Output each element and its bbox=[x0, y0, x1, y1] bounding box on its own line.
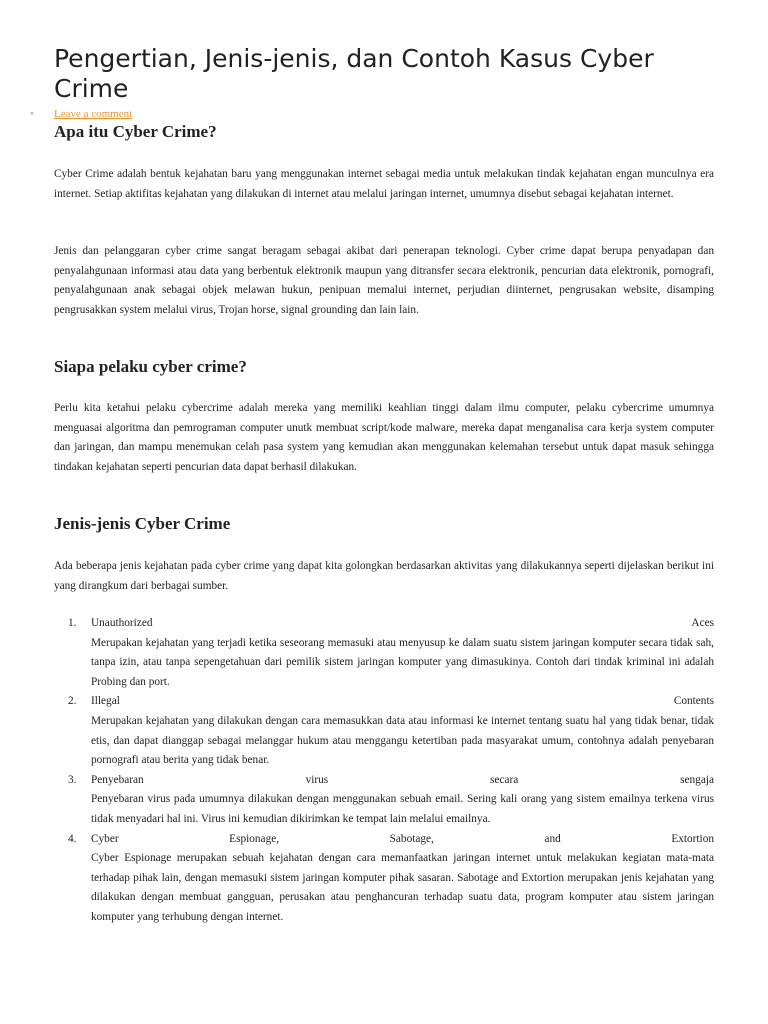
list-item-heading: Unauthorized Aces bbox=[91, 617, 714, 629]
leave-comment-link[interactable]: Leave a comment bbox=[54, 108, 133, 120]
article-title: Pengertian, Jenis-jenis, dan Contoh Kasus Cyber Crime bbox=[54, 44, 654, 103]
list-item bbox=[54, 614, 714, 692]
section-heading-jenis: Jenis-jenis Cyber Crime bbox=[54, 514, 231, 533]
section-heading-apa-itu: Apa itu Cyber Crime? bbox=[54, 122, 217, 141]
list-item bbox=[54, 771, 714, 830]
list-item bbox=[54, 830, 714, 928]
paragraph-definition: Cyber Crime adalah bentuk kejahatan baru yang menggunakan internet sebagai media untuk melakukan tindak kejahatan engan munculnya era internet. Setiap aktifitas kejahatan yang dilakukan di internet atau melalui jaringan internet, umumnya disebut sebagai kejahatan internet. bbox=[54, 168, 714, 200]
list-item-description: Penyebaran virus pada umumnya dilakukan dengan menggunakan sebuah email. Sering kali orang yang sistem emailnya terkena virus tidak menyadari hal ini. Virus ini kemudian dikirimkan ke tempat lain melalui emailnya. bbox=[91, 793, 714, 825]
paragraph-types-violations: Jenis dan pelanggaran cyber crime sangat beragam sebagai akibat dari penerapan teknologi. Cyber crime dapat berupa penyadapan dan penyalahgunaan informasi atau data yang berbentuk elektronik maupun yang ditransfer secara elektronik, pencurian data elektronik, pornografi, penyalahgunaan anak sebagai objek melawan hukun, penipuan memalui internet, perjudian diinternet, pengrusakan website, disamping pengrusakkan system melalui virus, Trojan horse, signal grounding dan lain lain. bbox=[54, 245, 714, 316]
list-item-heading: Penyebaran virus secara sengaja bbox=[91, 773, 714, 786]
list-item-description: Cyber Espionage merupakan sebuah kejahatan dengan cara memanfaatkan jaringan internet untuk melakukan kegiatan mata-mata terhadap pihak lain, dengan memasuki sistem jaringan komputer pihak sasaran. Sabotage and Extortion merupakan jenis kejahatan yang dilakukan dengan membuat gangguan, perusakan atau penghancuran terhadap suatu data, program komputer atau sistem jaringan komputer yang terhubung dengan internet. bbox=[91, 852, 714, 923]
list-item-heading: Illegal Contents bbox=[91, 695, 714, 708]
bullet-icon: • bbox=[30, 108, 34, 120]
list-item-description: Merupakan kejahatan yang dilakukan dengan cara memasukkan data atau informasi ke internet tentang suatu hal yang tidak benar, tidak etis, dan dapat dianggap sebagai melanggar hukum atau menggangu ketertiban pada masyarakat umum, contohnya adalah penyebaran pornografi atau berita yang tidak benar. bbox=[91, 714, 714, 767]
paragraph-perpetrators: Perlu kita ketahui pelaku cybercrime adalah mereka yang memiliki keahlian tinggi dalam ilmu computer, pelaku cybercrime umumnya menguasai algoritma dan pemrograman computer unutk membuat script/kode malware, mereka dapat menganalisa cara kerja system computer dan jaringan, dan mampu menemukan celah pasa system yang kemudian akan menggunakan kelemahan tersebut untuk dapat masuk sehingga tindakan kejahatan seperti pencurian data dapat berhasil dilakukan. bbox=[54, 402, 714, 473]
list-item-description: Merupakan kejahatan yang terjadi ketika seseorang memasuki atau menyusup ke dalam suatu sistem jaringan komputer secara tidak sah, tanpa izin, atau tanpa sepengetahuan dari pemilik sistem jaringan komputer yang dimasukinya. Contoh dari tindak kriminal ini adalah Probing dan port. bbox=[91, 636, 714, 688]
list-item-number: 3. bbox=[68, 773, 77, 786]
list-item-number: 4. bbox=[68, 832, 77, 845]
list-item-number: 1. bbox=[68, 617, 77, 629]
list-item-heading: Cyber Espionage, Sabotage, and Extortion bbox=[91, 832, 714, 845]
list-item bbox=[54, 692, 714, 770]
list-item-number: 2. bbox=[68, 695, 77, 708]
paragraph-jenis-intro: Ada beberapa jenis kejahatan pada cyber crime yang dapat kita golongkan berdasarkan aktivitas yang dilakukannya seperti dijelaskan berikut ini yang dirangkum dari berbagai sumber. bbox=[54, 560, 714, 592]
section-heading-pelaku: Siapa pelaku cyber crime? bbox=[54, 357, 247, 376]
crime-types-list bbox=[54, 614, 714, 928]
